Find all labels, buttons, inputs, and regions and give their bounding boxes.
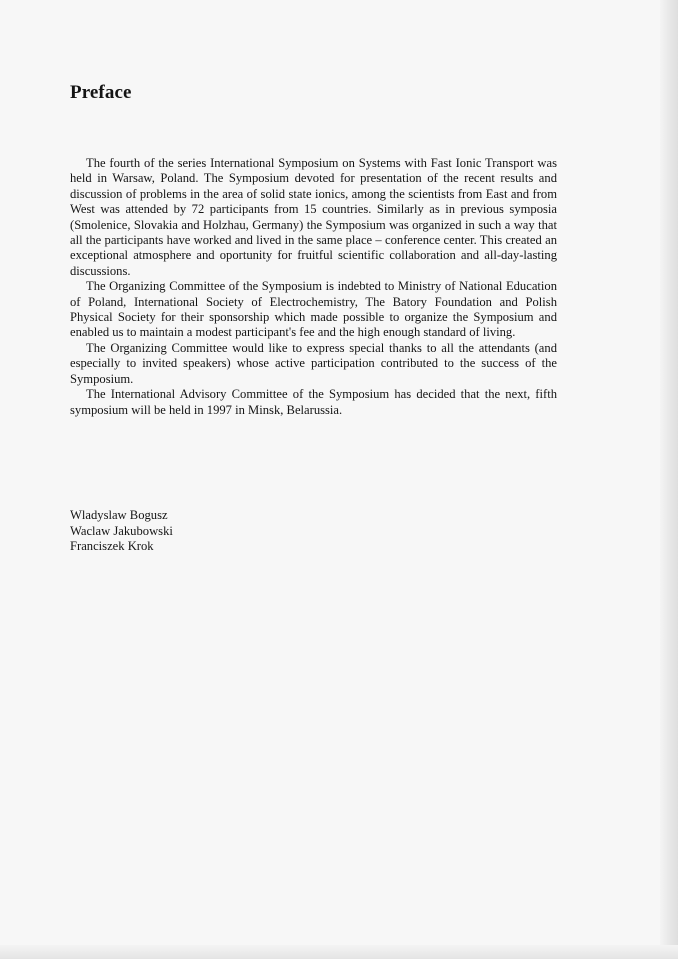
signatory-name: Wladyslaw Bogusz	[70, 508, 168, 522]
paragraph-next-symposium: The International Advisory Committee of the Symposium has decided that the next, fifth symposium will be held in 1997 in Minsk, Belarussia.	[70, 387, 557, 417]
signature-block	[70, 508, 173, 555]
scan-shadow-bottom	[0, 945, 678, 959]
preface-body	[70, 156, 557, 418]
signatory-name: Franciszek Krok	[70, 539, 154, 554]
signatory-name: Waclaw Jakubowski	[70, 523, 173, 538]
page-title: Preface	[70, 82, 132, 103]
paragraph-symposium-overview: The fourth of the series International Symposium on Systems with Fast Ionic Transport was held in Warsaw, Poland. The Symposium devoted for presentation of the recent results and discussion of problems in the area of solid state ionics, among the scientists from East and from West was attended by 72 participants from 15 countries. Similarly as in previous symposia (Smolenice, Slovakia and Holzhau, Germany) the Symposium was organized in such a way that all the participants have worked and lived in the same place – conference center. This created an exceptional atmosphere and oportunity for fruitful scientific collaboration and all-day-lasting discussions.	[70, 156, 557, 278]
paragraph-sponsors: The Organizing Committee of the Symposium is indebted to Ministry of National Education of Poland, International Society of Electrochemistry, The Batory Foundation and Polish Physical Society for their sponsorship which made possible to organize the Symposium and enabled us to maintain a modest participant's fee and the high enough standard of living.	[70, 279, 557, 340]
scan-shadow-right	[660, 0, 678, 959]
paragraph-thanks: The Organizing Committee would like to express special thanks to all the attendants (and especially to invited speakers) whose active participation contributed to the success of the Symposium.	[70, 340, 557, 386]
